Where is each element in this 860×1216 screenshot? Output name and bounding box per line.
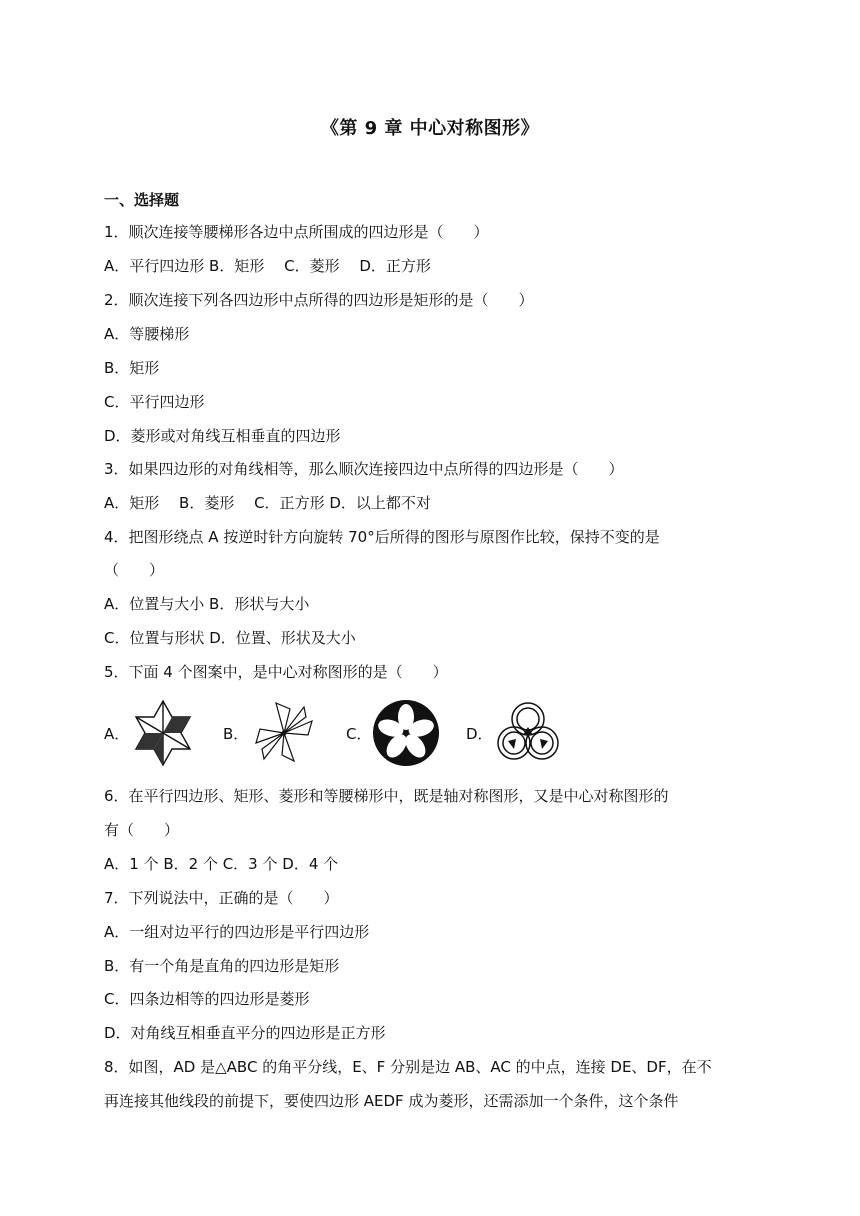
section-heading: 一、选择题 (104, 191, 180, 209)
question-2-stem: 2．顺次连接下列各四边形中点所得的四边形是矩形的是（ ） (104, 291, 534, 309)
question-4-options-2: C．位置与形状 D．位置、形状及大小 (104, 629, 356, 647)
question-3-stem: 3．如果四边形的对角线相等，那么顺次连接四边中点所得的四边形是（ ） (104, 460, 624, 478)
question-5-stem: 5．下面 4 个图案中，是中心对称图形的是（ ） (104, 663, 448, 681)
six-point-star-figure (128, 697, 198, 769)
question-7-option-c: C．四条边相等的四边形是菱形 (104, 990, 310, 1008)
figure-label-a: A． (104, 725, 130, 743)
triquetra-figure (490, 697, 566, 769)
figure-label-d: D． (466, 725, 493, 743)
question-8-stem-line2: 再连接其他线段的前提下，要使四边形 AEDF 成为菱形，还需添加一个条件，这个条件 (104, 1092, 679, 1110)
question-6-stem-line1: 6．在平行四边形、矩形、菱形和等腰梯形中，既是轴对称图形，又是中心对称图形的 (104, 787, 669, 805)
question-4-options-1: A．位置与大小 B．形状与大小 (104, 595, 310, 613)
question-7-option-a: A．一组对边平行的四边形是平行四边形 (104, 923, 370, 941)
page-title: 《第 9 章 中心对称图形》 (320, 118, 540, 139)
question-7-option-d: D．对角线互相垂直平分的四边形是正方形 (104, 1024, 386, 1042)
question-5-figures (104, 697, 704, 769)
question-6-options: A．1 个 B．2 个 C．3 个 D．4 个 (104, 855, 339, 873)
pinwheel-figure (246, 697, 322, 769)
question-8-stem-line1: 8．如图，AD 是△ABC 的角平分线，E、F 分别是边 AB、AC 的中点，连接 DE、DF，在不 (104, 1058, 712, 1076)
question-3-options: A．矩形 B．菱形 C．正方形 D．以上都不对 (104, 494, 431, 512)
figure-label-c: C． (346, 725, 372, 743)
question-4-stem-line1: 4．把图形绕点 A 按逆时针方向旋转 70°后所得的图形与原图作比较，保持不变的是 (104, 528, 660, 546)
question-7-stem: 7．下列说法中，正确的是（ ） (104, 889, 339, 907)
question-2-option-a: A．等腰梯形 (104, 325, 190, 343)
question-6-stem-line2: 有（ ） (104, 821, 180, 839)
question-2-option-c: C．平行四边形 (104, 393, 205, 411)
figure-label-b: B． (223, 725, 249, 743)
question-2-option-b: B．矩形 (104, 359, 160, 377)
question-4-stem-line2: （ ） (104, 561, 165, 579)
question-2-option-d: D．菱形或对角线互相垂直的四边形 (104, 427, 341, 445)
question-7-option-b: B．有一个角是直角的四边形是矩形 (104, 957, 340, 975)
flower-circle-figure (370, 697, 442, 769)
question-1-stem: 1．顺次连接等腰梯形各边中点所围成的四边形是（ ） (104, 223, 489, 241)
question-1-options: A．平行四边形 B．矩形 C．菱形 D．正方形 (104, 257, 431, 275)
